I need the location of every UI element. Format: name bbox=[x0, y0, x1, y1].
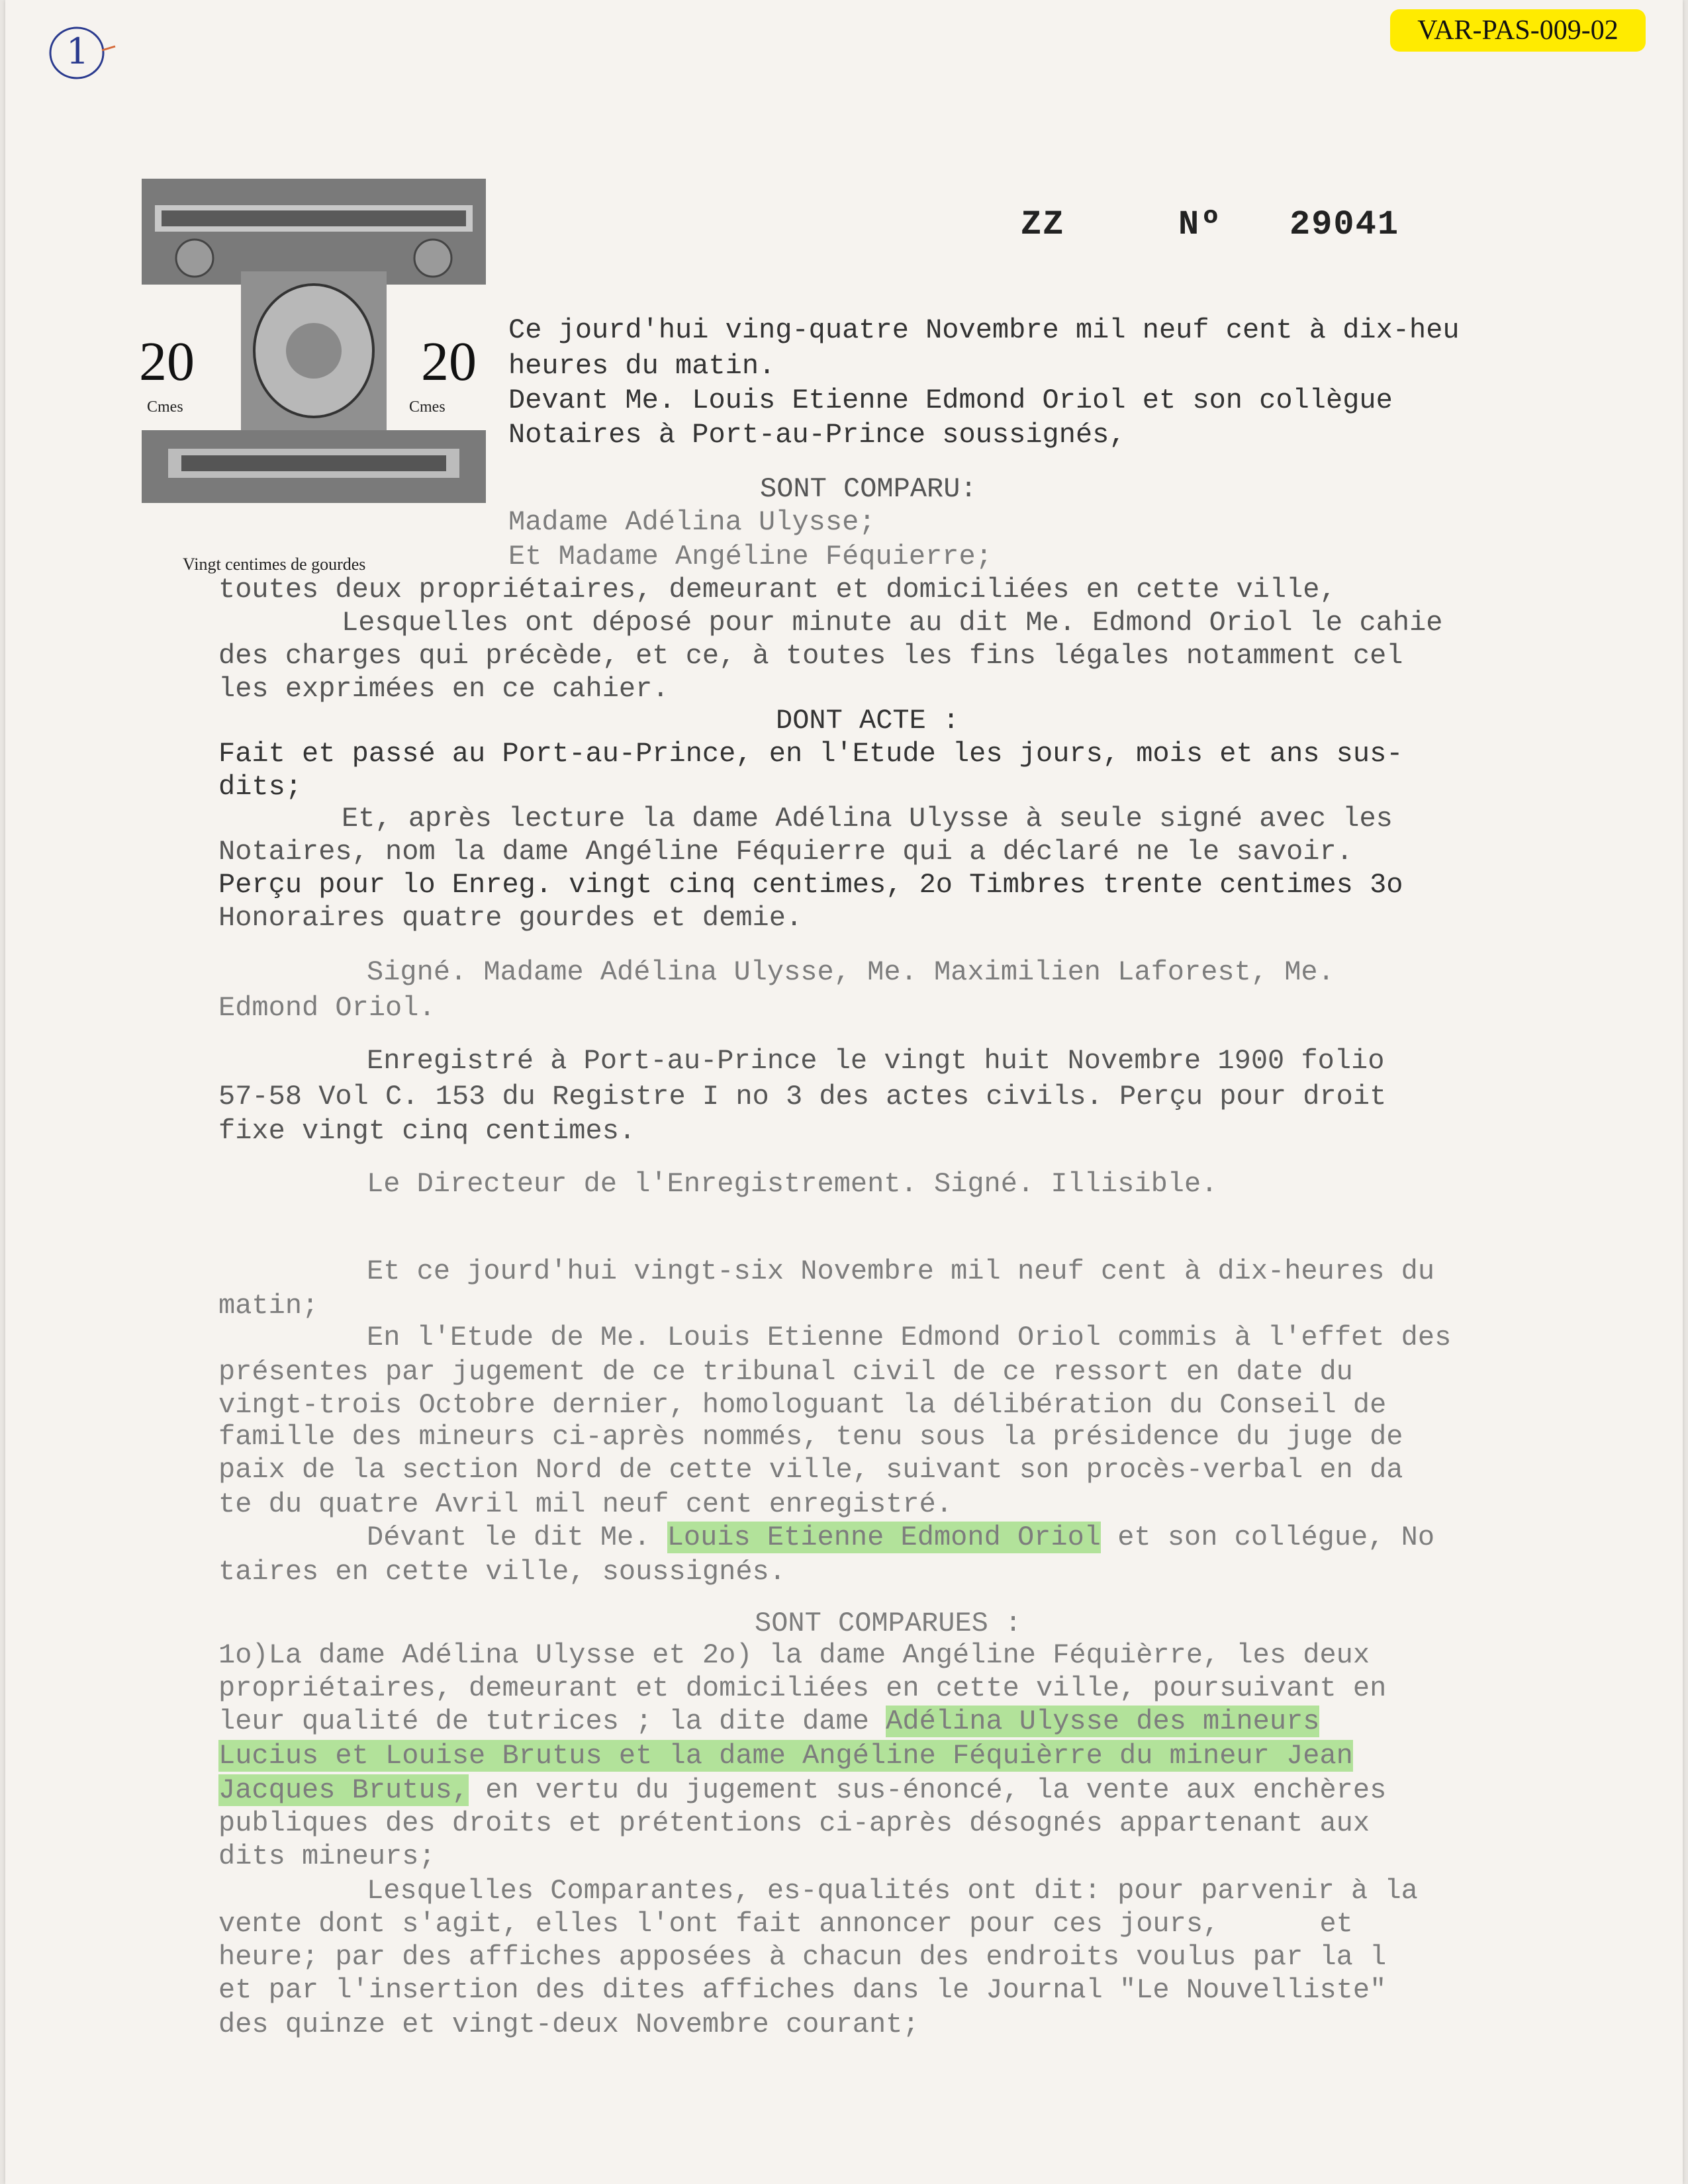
text-line: des charges qui précède, et ce, à toutes les fins légales notamment cel bbox=[218, 640, 1403, 672]
text-line bbox=[218, 1707, 1319, 1735]
highlighted-text: Adélina Ulysse des mineurs bbox=[886, 1706, 1320, 1737]
text-line: dits mineurs; bbox=[218, 1841, 436, 1872]
document-page bbox=[5, 0, 1683, 2184]
text-line: Et, après lecture la dame Adélina Ulysse à seule signé avec les bbox=[342, 803, 1393, 835]
highlighted-text: Louis Etienne Edmond Oriol bbox=[667, 1522, 1101, 1553]
text-line: heure; par des affiches apposées à chacun des endroits voulus par la l bbox=[218, 1941, 1387, 1973]
text-line: vente dont s'agit, elles l'ont fait annoncer pour ces jours, et bbox=[218, 1908, 1353, 1940]
text-line: fixe vingt cinq centimes. bbox=[218, 1115, 636, 1147]
text-segment: et son collégue, No bbox=[1101, 1522, 1435, 1553]
text-line: te du quatre Avril mil neuf cent enregistré. bbox=[218, 1488, 953, 1520]
stamp-price-right: 20 bbox=[421, 331, 477, 392]
text-segment: leur qualité de tutrices ; la dite dame bbox=[218, 1706, 886, 1737]
text-line: Honoraires quatre gourdes et demie. bbox=[218, 902, 803, 934]
text-line: et par l'insertion des dites affiches dans le Journal "Le Nouvelliste" bbox=[218, 1974, 1387, 2006]
text-line: Lesquelles ont déposé pour minute au dit Me. Edmond Oriol le cahie bbox=[342, 607, 1443, 639]
text-line bbox=[218, 1742, 1353, 1770]
text-line: heures du matin. bbox=[508, 350, 776, 382]
number-label: Nº bbox=[1178, 205, 1223, 244]
text-segment: Dévant le dit Me. bbox=[367, 1522, 667, 1553]
text-line: paix de la section Nord de cette ville, suivant son procès-verbal en da bbox=[218, 1454, 1403, 1486]
text-line: Notaires à Port-au-Prince soussignés, bbox=[508, 419, 1126, 451]
text-line: matin; bbox=[218, 1290, 319, 1322]
text-line: Enregistré à Port-au-Prince le vingt huit Novembre 1900 folio bbox=[367, 1045, 1385, 1077]
stamp-unit-right: Cmes bbox=[409, 398, 445, 416]
text-line: Fait et passé au Port-au-Prince, en l'Etude les jours, mois et ans sus- bbox=[218, 738, 1403, 770]
text-line: SONT COMPARU: bbox=[760, 473, 977, 505]
text-line: présentes par jugement de ce tribunal civil de ce ressort en date du bbox=[218, 1356, 1353, 1388]
text-line: SONT COMPARUES : bbox=[755, 1608, 1022, 1639]
text-line: Perçu pour lo Enreg. vingt cinq centimes, 2o Timbres trente centimes 3o bbox=[218, 869, 1403, 901]
text-line: Notaires, nom la dame Angéline Féquierre qui a déclaré ne le savoir. bbox=[218, 836, 1353, 868]
folio-label: 1 bbox=[66, 30, 89, 72]
stamp-unit-left: Cmes bbox=[147, 398, 183, 416]
highlighted-text: Lucius et Louise Brutus et la dame Angéline Féquièrre du mineur Jean bbox=[218, 1740, 1353, 1772]
text-line: Devant Me. Louis Etienne Edmond Oriol et son collègue bbox=[508, 385, 1393, 416]
text-line: Le Directeur de l'Enregistrement. Signé. Illisible. bbox=[367, 1168, 1218, 1200]
text-line: taires en cette ville, soussignés. bbox=[218, 1556, 786, 1588]
stamp-caption: Vingt centimes de gourdes bbox=[183, 555, 366, 574]
text-line: des quinze et vingt-deux Novembre courant; bbox=[218, 2009, 919, 2040]
text-line: vingt-trois Octobre dernier, homologuant la délibération du Conseil de bbox=[218, 1389, 1387, 1421]
highlighted-text: Jacques Brutus, bbox=[218, 1774, 469, 1806]
text-line: toutes deux propriétaires, demeurant et domiciliées en cette ville, bbox=[218, 574, 1336, 606]
text-line: En l'Etude de Me. Louis Etienne Edmond Oriol commis à l'effet des bbox=[367, 1322, 1452, 1353]
text-line: Ce jourd'hui ving-quatre Novembre mil neuf cent à dix-heu bbox=[508, 314, 1460, 346]
text-line: Et Madame Angéline Féquierre; bbox=[508, 541, 992, 572]
text-line bbox=[218, 1776, 1386, 1804]
text-segment: en vertu du jugement sus-énoncé, la vente aux enchères bbox=[469, 1774, 1387, 1806]
archive-tag: VAR-PAS-009-02 bbox=[1390, 9, 1646, 52]
stamp-price-left: 20 bbox=[139, 331, 195, 392]
text-line: publiques des droits et prétentions ci-après désognés appartenant aux bbox=[218, 1807, 1370, 1839]
text-line: 57-58 Vol C. 153 du Registre I no 3 des actes civils. Perçu pour droit bbox=[218, 1081, 1387, 1113]
series-code: ZZ bbox=[1021, 205, 1065, 244]
text-line: famille des mineurs ci-après nommés, tenu sous la présidence du juge de bbox=[218, 1421, 1403, 1453]
text-line: Lesquelles Comparantes, es-qualités ont dit: pour parvenir à la bbox=[367, 1875, 1418, 1907]
text-line bbox=[367, 1524, 1434, 1551]
text-line: dits; bbox=[218, 771, 303, 803]
text-line: Signé. Madame Adélina Ulysse, Me. Maximilien Laforest, Me. bbox=[367, 956, 1335, 988]
text-line: propriétaires, demeurant et domiciliées en cette ville, poursuivant en bbox=[218, 1672, 1387, 1704]
text-line: 1o)La dame Adélina Ulysse et 2o) la dame Angéline Féquièrre, les deux bbox=[218, 1639, 1370, 1671]
text-line: Madame Adélina Ulysse; bbox=[508, 506, 876, 538]
folio-number bbox=[44, 21, 110, 87]
text-line: Et ce jourd'hui vingt-six Novembre mil neuf cent à dix-heures du bbox=[367, 1255, 1435, 1287]
text-line: DONT ACTE : bbox=[776, 705, 960, 737]
text-line: Edmond Oriol. bbox=[218, 992, 436, 1024]
text-line: les exprimées en ce cahier. bbox=[218, 673, 669, 705]
document-number: 29041 bbox=[1289, 205, 1400, 244]
